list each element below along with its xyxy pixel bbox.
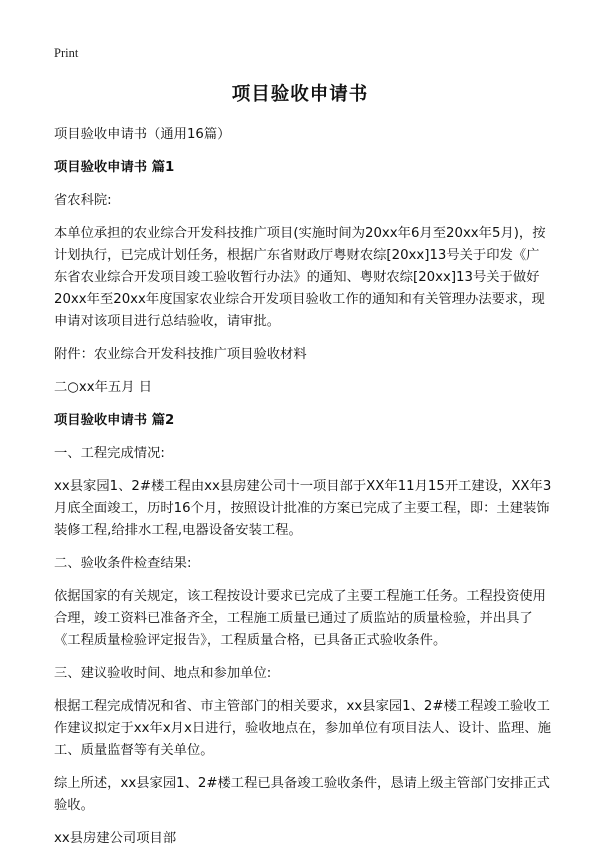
section-2-heading: 项目验收申请书 篇2: [54, 413, 175, 428]
document-subtitle: 项目验收申请书（通用16篇）: [54, 127, 231, 142]
document-body: [54, 124, 552, 850]
print-label: Print: [54, 46, 79, 60]
section-1-salutation: 省农科院:: [54, 193, 112, 208]
section-2-item-2-title: 二、验收条件检查结果:: [54, 556, 192, 571]
section-1-heading: 项目验收申请书 篇1: [54, 160, 175, 175]
section-2-item-3-body: 根据工程完成情况和省、市主管部门的相关要求，xx县家园1、2#楼工程竣工验收工作建议拟定于xx年x月x日进行，验收地点在，参加单位有项目法人、设计、监理、施工、质量监督等有关单位。: [54, 699, 551, 758]
section-1-date: 二○xx年五月 日: [54, 380, 153, 395]
section-2-signature: xx县房建公司项目部: [54, 831, 177, 846]
section-2-item-3-title: 三、建议验收时间、地点和参加单位:: [54, 666, 272, 681]
section-2-item-1-title: 一、工程完成情况:: [54, 446, 165, 461]
section-1-body: 本单位承担的农业综合开发科技推广项目(实施时间为20xx年6月至20xx年5月)，按计划执行，已完成计划任务，根据广东省财政厅粤财农综[20xx]13号关于印发《广东省农业综合开发项目竣工验收暂行办法》的通知、粤财农综[20xx]13号关于做好20xx年至20xx年度国家农业综合开发项目验收工作的通知和有关管理办法要求，现申请对该项目进行总结验收，请审批。: [54, 226, 546, 329]
section-2-conclusion: 综上所述，xx县家园1、2#楼工程已具备竣工验收条件，恳请上级主管部门安排正式验收。: [54, 776, 550, 813]
section-2-item-2-body: 依据国家的有关规定，该工程按设计要求已完成了主要工程施工任务。工程投资使用合理，竣工资料已准备齐全，工程施工质量已通过了质监站的质量检验，并出具了《工程质量检验评定报告》，工程质量合格，已具备正式验收条件。: [54, 589, 546, 648]
section-1-attachment: 附件：农业综合开发科技推广项目验收材料: [54, 347, 307, 362]
page-title: 项目验收申请书: [231, 84, 369, 105]
section-2-item-1-body: xx县家园1、2#楼工程由xx县房建公司十一项目部于XX年11月15开工建设，XX年3月底全面竣工，历时16个月，按照设计批准的方案已完成了主要工程，即：土建装饰装修工程,给排水工程,电器设备安装工程。: [54, 479, 552, 538]
